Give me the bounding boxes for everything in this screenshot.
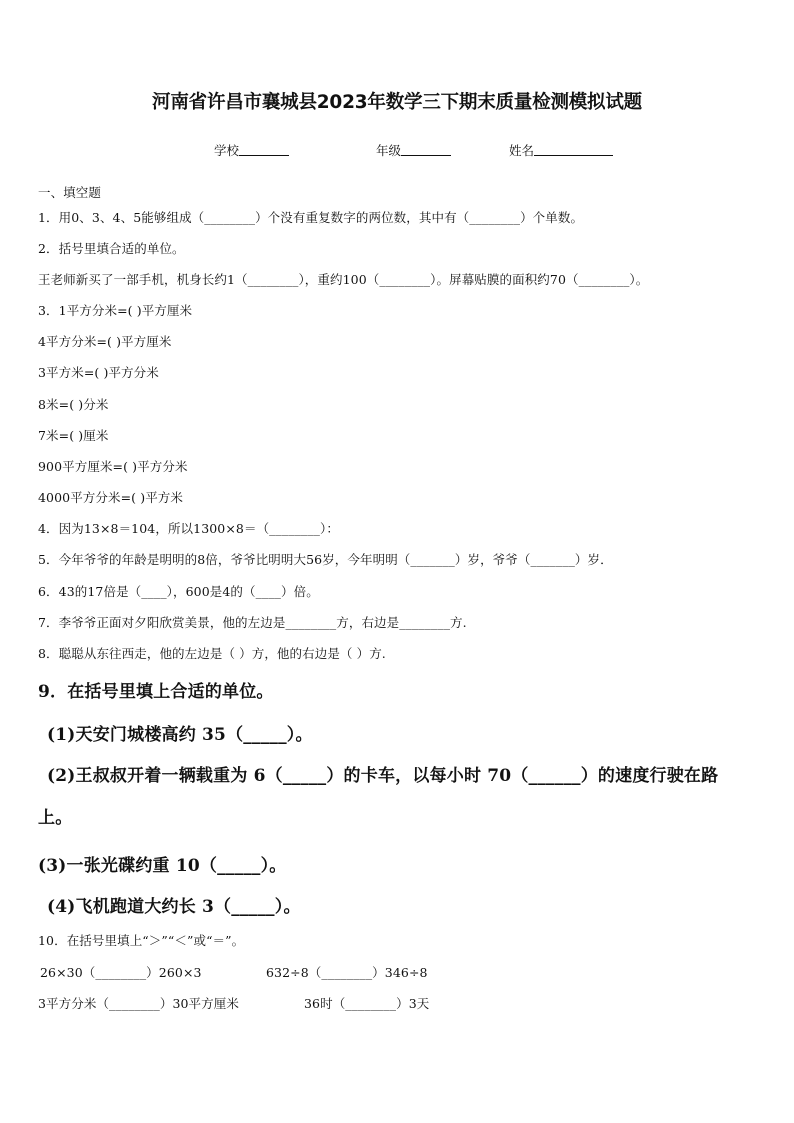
question-3-item-2: 4平方分米=( )平方厘米: [38, 334, 172, 349]
question-7: 7．李爷爷正面对夕阳欣赏美景，他的左边是________方，右边是________方.: [38, 615, 467, 630]
section-heading: 一、填空题: [38, 185, 102, 200]
school-label: 学校: [214, 143, 240, 158]
question-9-item-4: (4)飞机跑道大约长 3（_____）。: [47, 897, 301, 917]
name-label: 姓名: [509, 143, 535, 158]
school-field: [214, 141, 289, 159]
page-title: 河南省许昌市襄城县2023年数学三下期末质量检测模拟试题: [152, 92, 642, 113]
question-2: 2．括号里填合适的单位。: [38, 241, 185, 256]
question-3-item-6: 900平方厘米=( )平方分米: [38, 459, 188, 474]
question-3-item-4: 8米=( )分米: [38, 397, 109, 412]
question-5: 5．今年爷爷的年龄是明明的8倍，爷爷比明明大56岁，今年明明（_______）岁，爷爷（_______）岁．: [38, 552, 613, 567]
grade-field: [376, 141, 451, 159]
question-6: 6．43的17倍是（____），600是4的（____）倍。: [38, 584, 319, 599]
question-10-compare-b: 632÷8（________）346÷8: [266, 965, 428, 980]
question-3-item-5: 7米=( )厘米: [38, 428, 109, 443]
name-field: [509, 141, 613, 159]
question-1: 1．用0、3、4、5能够组成（________）个没有重复数字的两位数，其中有（________）个单数。: [38, 210, 584, 225]
question-10-compare-a: 26×30（________）260×3: [40, 965, 202, 980]
question-10: 10．在括号里填上“＞”“＜”或“＝”。: [38, 933, 245, 948]
question-3-item-1: 3．1平方分米=( )平方厘米: [38, 303, 193, 318]
question-2-line: 王老师新买了一部手机，机身长约1（________），重约100（________）。屏幕贴膜的面积约70（________）。: [38, 272, 649, 287]
name-blank[interactable]: [534, 143, 613, 156]
question-3-item-3: 3平方米=( )平方分米: [38, 365, 159, 380]
question-8: 8．聪聪从东往西走，他的左边是（ ）方，他的右边是（ ）方.: [38, 646, 386, 661]
question-9-item-3: (3)一张光碟约重 10（_____）。: [38, 856, 287, 876]
question-4: 4．因为13×8＝104，所以1300×8＝（________）：: [38, 521, 339, 536]
question-10-compare-d: 36时（________）3天: [304, 996, 430, 1011]
question-9-item-2: (2)王叔叔开着一辆载重为 6（_____）的卡车，以每小时 70（______）的速度行驶在路: [47, 766, 719, 786]
question-10-compare-c: 3平方分米（________）30平方厘米: [38, 996, 239, 1011]
question-3-item-7: 4000平方分米=( )平方米: [38, 490, 184, 505]
question-9-item-2-cont: 上。: [38, 808, 73, 828]
grade-label: 年级: [376, 143, 402, 158]
question-9: 9．在括号里填上合适的单位。: [38, 682, 274, 702]
question-9-item-1: (1)天安门城楼高约 35（_____）。: [47, 725, 313, 745]
grade-blank[interactable]: [401, 143, 451, 156]
school-blank[interactable]: [239, 143, 289, 156]
